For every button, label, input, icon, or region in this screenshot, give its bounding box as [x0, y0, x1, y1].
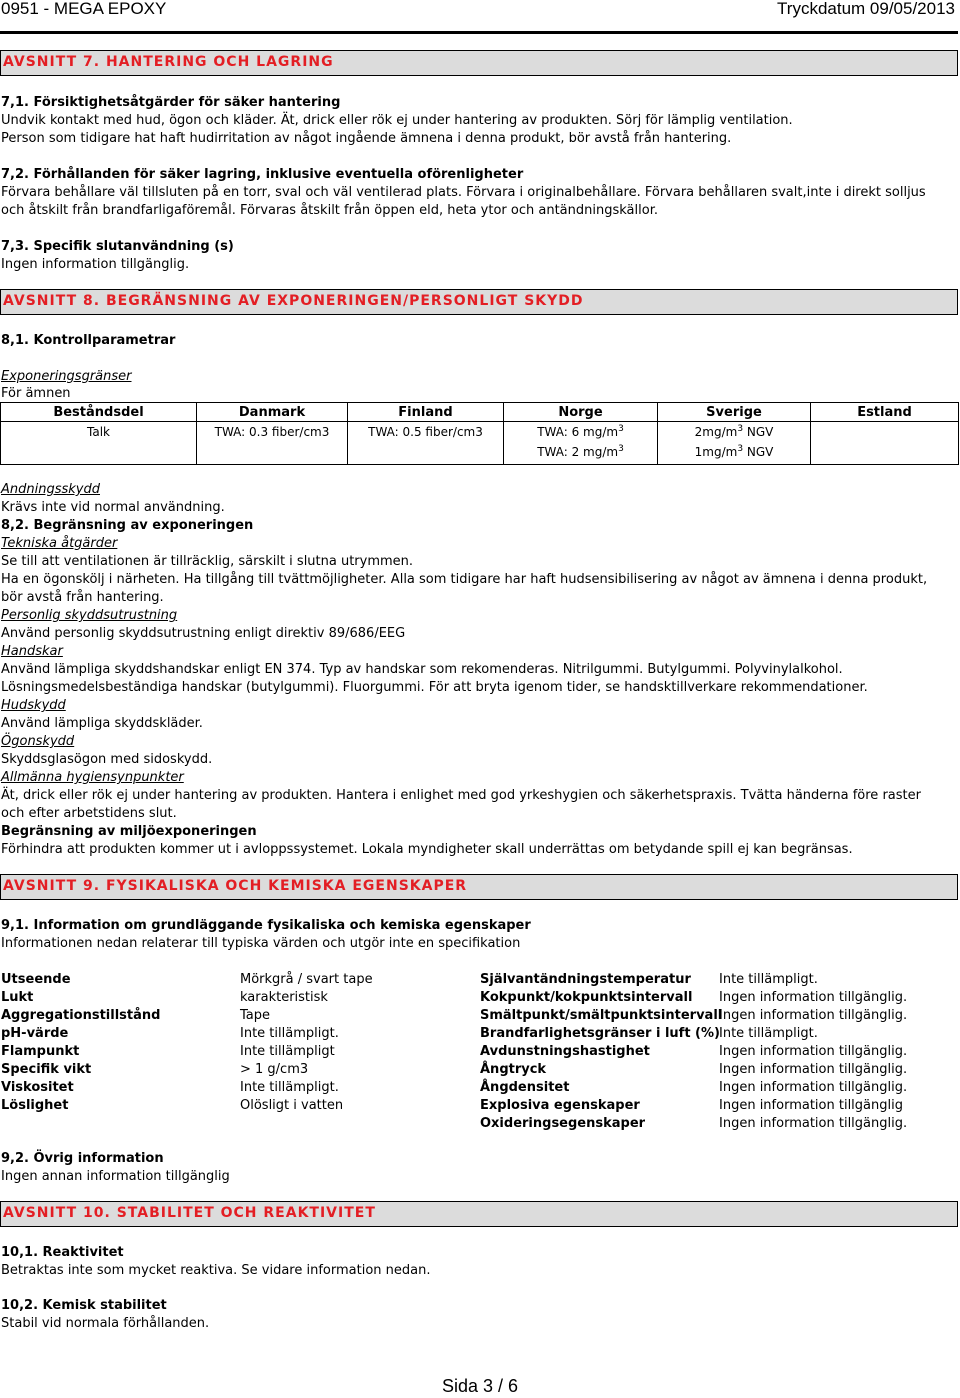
product-name: 0951 - MEGA EPOXY: [1, 0, 167, 18]
tech-measures-text-1: Se till att ventilationen är tillräcklig, särskilt i slutna utrymmen.: [1, 554, 414, 569]
property-value: Ingen information tillgänglig.: [719, 1044, 908, 1059]
s10-1-text: Betraktas inte som mycket reaktiva. Se vidare information nedan.: [1, 1263, 431, 1278]
s8-2-heading: 8,2. Begränsning av exponeringen: [1, 518, 254, 533]
for-substances-label: För ämnen: [1, 386, 71, 401]
property-value: Ingen information tillgänglig.: [719, 1008, 908, 1023]
s7-2-heading: 7,2. Förhållanden för säker lagring, inklusive eventuella oförenligheter: [1, 167, 524, 182]
col-header-danmark: Danmark: [197, 403, 348, 422]
env-exposure-text: Förhindra att produkten kommer ut i avloppssystemet. Lokala myndigheter skall underrättas om betydande spill ej kan begränsas.: [1, 842, 853, 857]
table-header-row: [1, 403, 959, 422]
property-value: Inte tillämpligt.: [240, 1080, 339, 1095]
property-label: Smältpunkt/smältpunktsintervall: [480, 1008, 723, 1023]
property-label: Utseende: [1, 972, 71, 987]
property-label: Avdunstningshastighet: [480, 1044, 650, 1059]
respiratory-title: Andningsskydd: [1, 482, 100, 497]
property-value: Ingen information tillgänglig.: [719, 1116, 908, 1131]
property-value: Inte tillämpligt: [240, 1044, 335, 1059]
s10-1-heading: 10,1. Reaktivitet: [1, 1245, 124, 1260]
print-date: Tryckdatum 09/05/2013: [777, 0, 955, 18]
property-value: Inte tillämpligt.: [719, 1026, 818, 1041]
gloves-text-2: Lösningsmedelsbeständiga handskar (butylgummi). Fluorgummi. För att bryta igenom tider, se handsktillverkare rekommendationer.: [1, 680, 868, 695]
property-label: Brandfarlighetsgränser i luft (%): [480, 1026, 720, 1041]
gloves-title: Handskar: [1, 644, 63, 659]
cell-sverige: $2mg/m^3$ NGV $1mg/m^3$ NGV: [658, 422, 811, 465]
property-value: Ingen information tillgänglig.: [719, 1080, 908, 1095]
eye-title: Ögonskydd: [1, 734, 75, 749]
s7-3-heading: 7,3. Specifik slutanvändning (s): [1, 239, 234, 254]
eye-text: Skyddsglasögon med sidoskydd.: [1, 752, 213, 767]
property-value: karakteristisk: [240, 990, 328, 1005]
property-label: Specifik vikt: [1, 1062, 92, 1077]
property-label: Löslighet: [1, 1098, 69, 1113]
property-value: Ingen information tillgänglig: [719, 1098, 903, 1113]
s10-2-text: Stabil vid normala förhållanden.: [1, 1316, 210, 1331]
property-label: Flampunkt: [1, 1044, 80, 1059]
property-label: Självantändningstemperatur: [480, 972, 691, 987]
property-label: Ångtryck: [480, 1062, 547, 1077]
s10-2-heading: 10,2. Kemisk stabilitet: [1, 1298, 167, 1313]
exposure-limits-title: Exponeringsgränser: [1, 369, 132, 384]
hygiene-text: Ät, drick eller rök ej under hantering av produkten. Hantera i enlighet med god yrkeshygien och säkerhetspraxis. Tvätta händerna före raster och efter arbetstidens slut.: [1, 788, 921, 821]
col-header-sverige: Sverige: [658, 403, 811, 422]
section-9-heading: AVSNITT 9. FYSIKALISKA OCH KEMISKA EGENSKAPER: [0, 874, 958, 900]
s8-1-heading: 8,1. Kontrollparametrar: [1, 333, 176, 348]
s9-2-heading: 9,2. Övrig information: [1, 1151, 164, 1166]
cell-component: Talk: [1, 422, 197, 465]
skin-title: Hudskydd: [1, 698, 66, 713]
col-header-finland: Finland: [348, 403, 504, 422]
col-header-norge: Norge: [504, 403, 658, 422]
property-value: Mörkgrå / svart tape: [240, 972, 373, 987]
header-rule: [0, 31, 958, 34]
property-label: Kokpunkt/kokpunktsintervall: [480, 990, 693, 1005]
s7-1-text-a: Undvik kontakt med hud, ögon och kläder. Ät, drick eller rök ej under hantering av produkten. Sörj för lämplig ventilation.: [1, 113, 793, 128]
respiratory-text: Krävs inte vid normal användning.: [1, 500, 225, 515]
skin-text: Använd lämpliga skyddskläder.: [1, 716, 203, 731]
s7-3-text: Ingen information tillgänglig.: [1, 257, 190, 272]
tech-measures-text-2: Ha en ögonskölj i närheten. Ha tillgång till tvättmöjligheter. Alla som tidigare har haft hudsensibilisering av något av ämnena i denna produkt, bör avstå från hantering.: [1, 572, 928, 605]
ppe-text: Använd personlig skyddsutrustning enligt direktiv 89/686/EEG: [1, 626, 406, 641]
cell-estland: [811, 422, 959, 465]
property-value: Inte tillämpligt.: [719, 972, 818, 987]
s9-1-text: Informationen nedan relaterar till typiska värden och utgör inte en specifikation: [1, 936, 521, 951]
page-number: Sida 3 / 6: [441, 1376, 519, 1396]
property-label: Lukt: [1, 990, 34, 1005]
section-10-heading: AVSNITT 10. STABILITET OCH REAKTIVITET: [0, 1201, 958, 1227]
property-label: Viskositet: [1, 1080, 74, 1095]
s7-2-text: Förvara behållare väl tillsluten på en torr, sval och väl ventilerad plats. Förvara i originalbehållare. Förvara behållaren svalt,inte i direkt solljus och åtskilt från brandfarligaföremål. Förvaras åtskilt från öppen eld, heta ytor och antändningskällor.: [1, 185, 926, 218]
property-label: Explosiva egenskaper: [480, 1098, 640, 1113]
ppe-title: Personlig skyddsutrustning: [1, 608, 178, 623]
property-label: Ångdensitet: [480, 1080, 570, 1095]
property-value: Olösligt i vatten: [240, 1098, 344, 1113]
property-value: Tape: [240, 1008, 271, 1023]
col-header-estland: Estland: [811, 403, 959, 422]
col-header-component: Beståndsdel: [1, 403, 197, 422]
cell-finland: TWA: 0.5 fiber/cm3: [348, 422, 504, 465]
property-label: Aggregationstillstånd: [1, 1008, 161, 1023]
section-8-heading: AVSNITT 8. BEGRÄNSNING AV EXPONERINGEN/PERSONLIGT SKYDD: [0, 289, 958, 315]
hygiene-title: Allmänna hygiensynpunkter: [1, 770, 184, 785]
property-label: pH-värde: [1, 1026, 69, 1041]
s7-1-text-b: Person som tidigare hat haft hudirritation av något ingående ämnena i denna produkt, bör avstå från hantering.: [1, 131, 732, 146]
section-7-heading: AVSNITT 7. HANTERING OCH LAGRING: [0, 50, 958, 76]
tech-measures-title: Tekniska åtgärder: [1, 536, 118, 551]
s9-1-heading: 9,1. Information om grundläggande fysikaliska och kemiska egenskaper: [1, 918, 531, 933]
s9-2-text: Ingen annan information tillgänglig: [1, 1169, 230, 1184]
exposure-limits-table: [0, 402, 959, 465]
s7-1-heading: 7,1. Försiktighetsåtgärder för säker hantering: [1, 95, 341, 110]
env-exposure-heading: Begränsning av miljöexponeringen: [1, 824, 257, 839]
table-row: [1, 422, 959, 465]
gloves-text-1: Använd lämpliga skyddshandskar enligt EN 374. Typ av handskar som rekomenderas. Nitrilgummi. Butylgummi. Polyvinylalkohol.: [1, 662, 843, 677]
property-label: Oxideringsegenskaper: [480, 1116, 646, 1131]
cell-norge: TWA: 6 $mg/m^3$ TWA: 2 $mg/m^3$: [504, 422, 658, 465]
property-value: Ingen information tillgänglig.: [719, 1062, 908, 1077]
cell-danmark: TWA: 0.3 fiber/cm3: [197, 422, 348, 465]
property-value: Ingen information tillgänglig.: [719, 990, 908, 1005]
property-value: Inte tillämpligt.: [240, 1026, 339, 1041]
property-value: > 1 g/cm3: [240, 1062, 309, 1077]
